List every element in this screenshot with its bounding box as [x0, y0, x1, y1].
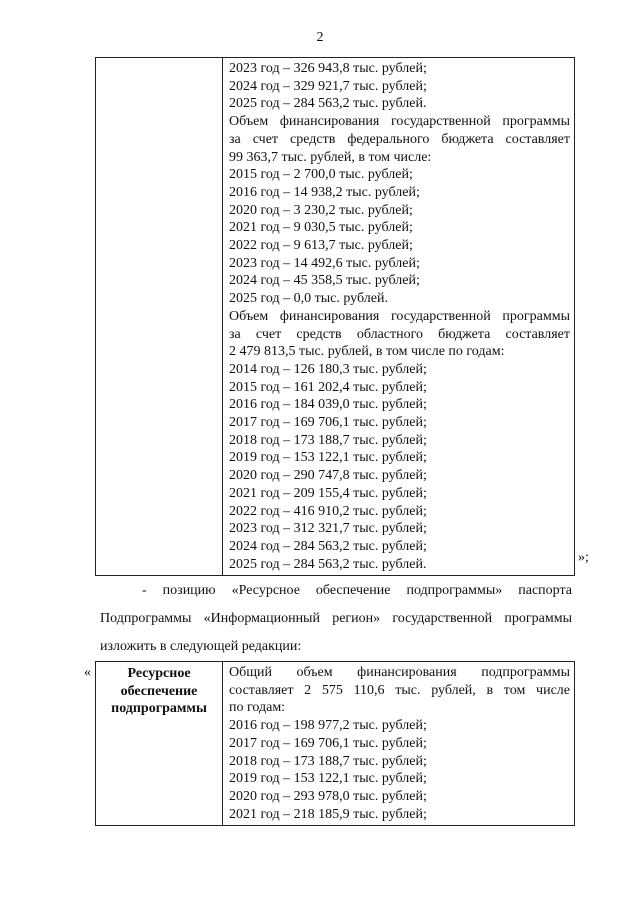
- paragraph-line-1: - позицию «Ресурсное обеспечение подпрограммы» паспорта: [142, 583, 572, 598]
- resource-content-cell: [223, 662, 575, 826]
- text-line: по годам:: [229, 700, 286, 716]
- text-line: 2020 год – 293 978,0 тыс. рублей;: [229, 788, 427, 804]
- opening-quote: «: [84, 665, 91, 680]
- text-line: 2020 год – 290 747,8 тыс. рублей;: [229, 468, 427, 484]
- text-line: Общий объем финансирования подпрограммы: [229, 665, 570, 680]
- text-line: 2022 год – 416 910,2 тыс. рублей;: [229, 503, 427, 519]
- header-line: подпрограммы: [111, 701, 207, 717]
- table-left-cell-empty: [96, 58, 223, 576]
- text-line: составляет 2 575 110,6 тыс. рублей, в том числе: [229, 682, 570, 698]
- text-line: за счет средств федерального бюджета составляет: [229, 131, 570, 147]
- text-line: 2025 год – 0,0 тыс. рублей.: [229, 291, 388, 307]
- text-line: 2023 год – 326 943,8 тыс. рублей;: [229, 61, 427, 76]
- text-line: Объем финансирования государственной программы: [229, 114, 570, 130]
- text-line: 2018 год – 173 188,7 тыс. рублей;: [229, 432, 427, 448]
- text-line: 2021 год – 209 155,4 тыс. рублей;: [229, 485, 427, 501]
- text-line: 2018 год – 173 188,7 тыс. рублей;: [229, 753, 427, 769]
- resource-table: [95, 661, 575, 826]
- text-line: 2023 год – 312 321,7 тыс. рублей;: [229, 521, 427, 537]
- text-line: 2021 год – 9 030,5 тыс. рублей;: [229, 220, 413, 236]
- text-line: 2014 год – 126 180,3 тыс. рублей;: [229, 361, 427, 377]
- text-line: 2023 год – 14 492,6 тыс. рублей;: [229, 255, 420, 271]
- header-line: обеспечение: [120, 683, 198, 699]
- text-line: 2020 год – 3 230,2 тыс. рублей;: [229, 202, 413, 218]
- table-right-cell: [223, 58, 575, 576]
- text-line: 2016 год – 198 977,2 тыс. рублей;: [229, 718, 427, 734]
- text-line: 2017 год – 169 706,1 тыс. рублей;: [229, 415, 427, 431]
- header-line: Ресурсное: [127, 666, 191, 681]
- text-line: 2025 год – 284 563,2 тыс. рублей.: [229, 96, 427, 112]
- paragraph-line-3: изложить в следующей редакции:: [100, 639, 302, 654]
- text-line: 2021 год – 218 185,9 тыс. рублей;: [229, 806, 427, 822]
- text-line: 2015 год – 2 700,0 тыс. рублей;: [229, 167, 413, 183]
- text-line: 2024 год – 329 921,7 тыс. рублей;: [229, 78, 427, 94]
- text-line: 2022 год – 9 613,7 тыс. рублей;: [229, 238, 413, 254]
- text-line: 2016 год – 184 039,0 тыс. рублей;: [229, 397, 427, 413]
- text-line: 2024 год – 45 358,5 тыс. рублей;: [229, 273, 420, 289]
- text-line: 2 479 813,5 тыс. рублей, в том числе по годам:: [229, 344, 505, 360]
- paragraph-line-2: Подпрограммы «Информационный регион» государственной программы: [100, 611, 572, 626]
- text-line: 2024 год – 284 563,2 тыс. рублей;: [229, 538, 427, 554]
- text-line: Объем финансирования государственной программы: [229, 308, 570, 324]
- text-line: 2017 год – 169 706,1 тыс. рублей;: [229, 735, 427, 751]
- text-line: 99 363,7 тыс. рублей, в том числе:: [229, 149, 432, 165]
- text-line: 2016 год – 14 938,2 тыс. рублей;: [229, 184, 420, 200]
- text-line: за счет средств областного бюджета составляет: [229, 326, 570, 342]
- text-line: 2019 год – 153 122,1 тыс. рублей;: [229, 450, 427, 466]
- page-number: 2: [316, 30, 324, 45]
- resource-lines: [229, 664, 570, 823]
- resource-header-cell: [96, 662, 223, 826]
- funding-table-continued: [95, 57, 575, 576]
- text-line: 2019 год – 153 122,1 тыс. рублей;: [229, 771, 427, 787]
- text-line: 2015 год – 161 202,4 тыс. рублей;: [229, 379, 427, 395]
- text-line: 2025 год – 284 563,2 тыс. рублей.: [229, 556, 427, 572]
- closing-quote: »;: [578, 550, 589, 565]
- funding-lines: [229, 60, 570, 573]
